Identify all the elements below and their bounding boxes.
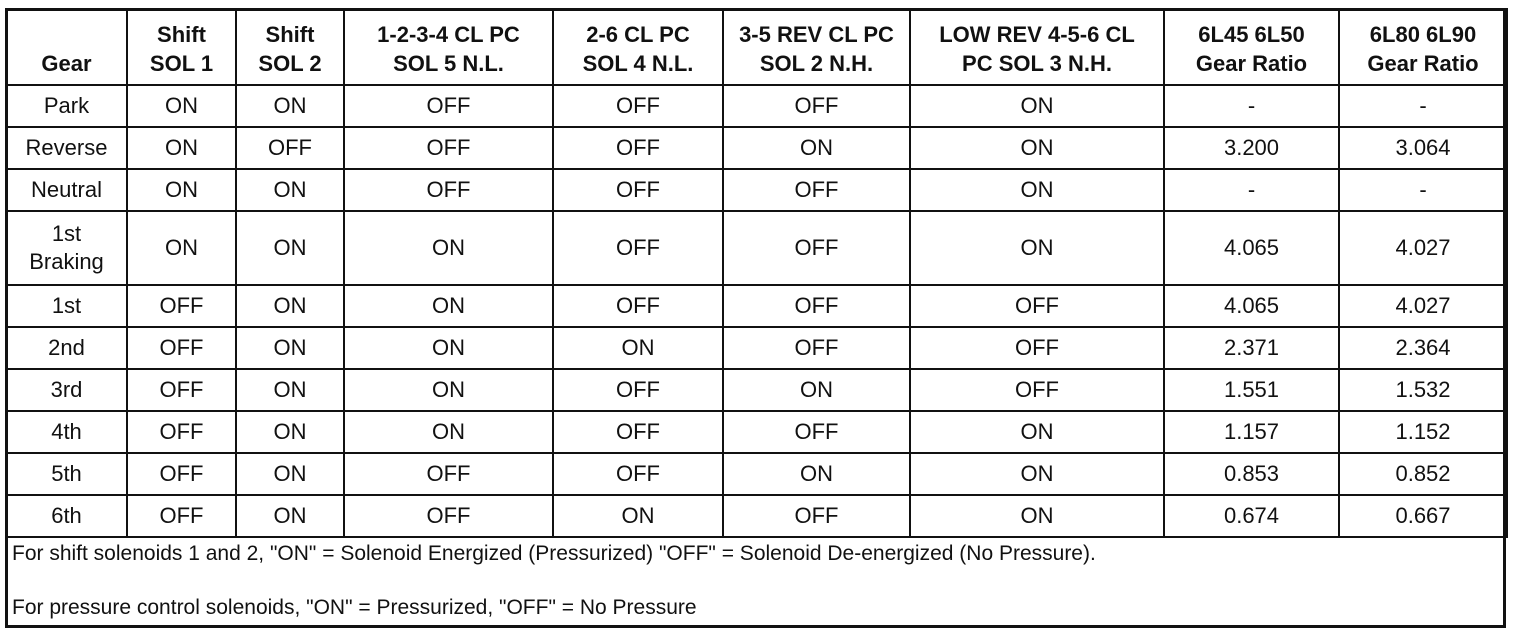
shift-sol-1-cell: OFF [127,411,236,453]
pc-sol-5-cell: OFF [344,85,553,127]
pc-sol-4-cell: ON [553,327,723,369]
pc-sol-2-cell: OFF [723,285,910,327]
ratio-6l80-6l90-cell: - [1339,85,1507,127]
shift-sol-1-cell: OFF [127,285,236,327]
header-line: SOL 4 N.L. [582,51,694,76]
pc-sol-3-cell: ON [910,85,1164,127]
ratio-6l45-6l50-cell: 1.551 [1164,369,1339,411]
pc-sol-4-cell: OFF [553,85,723,127]
shift-sol-2-cell: ON [236,285,344,327]
shift-sol-1-cell: OFF [127,369,236,411]
ratio-6l80-6l90-cell: 4.027 [1339,285,1507,327]
ratio-6l80-6l90-cell: 2.364 [1339,327,1507,369]
pc-sol-5-cell: ON [344,369,553,411]
pc-sol-5-cell: OFF [344,169,553,211]
pc-sol-3-cell: ON [910,495,1164,537]
shift-sol-2-cell: ON [236,85,344,127]
header-line: 6L45 6L50 [1198,22,1305,47]
shift-sol-1-cell: ON [127,211,236,285]
pc-sol-2-cell: ON [723,453,910,495]
ratio-6l80-6l90-cell: 3.064 [1339,127,1507,169]
header-line: 2-6 CL PC [586,22,690,47]
pc-sol-2-cell: OFF [723,211,910,285]
ratio-6l45-6l50-cell: 0.674 [1164,495,1339,537]
pc-sol-4-cell: ON [553,495,723,537]
pc-sol-5-cell: OFF [344,127,553,169]
notes-area [8,532,1503,625]
ratio-6l45-6l50-cell: 4.065 [1164,211,1339,285]
ratio-6l80-6l90-cell: 0.852 [1339,453,1507,495]
header-line: 1-2-3-4 CL PC [377,22,520,47]
pc-sol-4-cell: OFF [553,369,723,411]
ratio-6l45-6l50-cell: 4.065 [1164,285,1339,327]
shift-sol-1-cell: ON [127,127,236,169]
header-line: LOW REV 4-5-6 CL [939,22,1135,47]
pc-sol-3-cell: OFF [910,285,1164,327]
gear-cell: Reverse [6,127,127,169]
shift-sol-2-cell: ON [236,211,344,285]
ratio-6l80-6l90-cell: 1.152 [1339,411,1507,453]
ratio-6l80-6l90-cell: 0.667 [1339,495,1507,537]
shift-sol-2-cell: ON [236,169,344,211]
gear-cell: 4th [6,411,127,453]
pc-sol-2-cell: OFF [723,327,910,369]
header-line: 6L80 6L90 [1369,22,1477,47]
gear-cell: 5th [6,453,127,495]
header-line: Shift [265,22,315,47]
pc-sol-4-cell: OFF [553,169,723,211]
pc-sol-4-cell: OFF [553,411,723,453]
pc-sol-5-cell: ON [344,211,553,285]
shift-sol-1-cell: OFF [127,453,236,495]
ratio-6l45-6l50-cell: - [1164,169,1339,211]
shift-sol-1-cell: OFF [127,327,236,369]
gear-cell: 3rd [6,369,127,411]
header-line: SOL 2 [258,51,322,76]
shift-solenoid-note: For shift solenoids 1 and 2, "ON" = Solenoid Energized (Pressurized) "OFF" = Solenoid De-energized (No Pressure). [12,542,1096,565]
header-line: SOL 1 [149,51,214,76]
ratio-6l45-6l50-cell: 1.157 [1164,411,1339,453]
header-line: 3-5 REV CL PC [739,22,894,47]
header-line: SOL 5 N.L. [393,51,504,76]
pc-sol-2-cell: ON [723,127,910,169]
header-line: PC SOL 3 N.H. [962,51,1112,76]
header-line: Gear Ratio [1367,51,1479,76]
ratio-6l80-6l90-cell: - [1339,169,1507,211]
pc-sol-5-cell: OFF [344,495,553,537]
shift-sol-2-cell: ON [236,453,344,495]
gear-label-line: 1st [51,221,82,246]
gear-cell: Park [6,85,127,127]
pc-sol-3-cell: ON [910,411,1164,453]
header-line: Shift [157,22,206,47]
ratio-6l45-6l50-cell: 0.853 [1164,453,1339,495]
pc-sol-2-cell: ON [723,369,910,411]
ratio-6l45-6l50-cell: 3.200 [1164,127,1339,169]
shift-sol-1-cell: ON [127,169,236,211]
pc-sol-4-cell: OFF [553,127,723,169]
pc-sol-2-cell: OFF [723,85,910,127]
shift-sol-2-cell: OFF [236,127,344,169]
pc-sol-5-cell: OFF [344,453,553,495]
shift-sol-2-cell: ON [236,411,344,453]
pc-sol-3-cell: OFF [910,369,1164,411]
ratio-6l80-6l90-cell: 4.027 [1339,211,1507,285]
shift-sol-1-cell: ON [127,85,236,127]
pc-sol-5-cell: ON [344,411,553,453]
pc-sol-3-cell: ON [910,169,1164,211]
pc-sol-3-cell: ON [910,127,1164,169]
pressure-solenoid-note: For pressure control solenoids, "ON" = Pressurized, "OFF" = No Pressure [12,596,697,619]
gear-label-line: Braking [29,249,104,274]
gear-cell: 6th [6,495,127,537]
pc-sol-4-cell: OFF [553,211,723,285]
shift-sol-1-cell: OFF [127,495,236,537]
pc-sol-5-cell: ON [344,285,553,327]
ratio-6l80-6l90-cell: 1.532 [1339,369,1507,411]
pc-sol-3-cell: ON [910,453,1164,495]
gear-cell: 1st [6,285,127,327]
gear-cell: Neutral [6,169,127,211]
gear-cell: 2nd [6,327,127,369]
shift-sol-2-cell: ON [236,327,344,369]
header-line: Gear Ratio [1195,51,1308,76]
header-line: SOL 2 N.H. [759,51,874,76]
pc-sol-4-cell: OFF [553,453,723,495]
pc-sol-3-cell: OFF [910,327,1164,369]
pc-sol-5-cell: ON [344,327,553,369]
shift-sol-2-cell: ON [236,369,344,411]
ratio-6l45-6l50-cell: - [1164,85,1339,127]
pc-sol-2-cell: OFF [723,495,910,537]
ratio-6l45-6l50-cell: 2.371 [1164,327,1339,369]
pc-sol-3-cell: ON [910,211,1164,285]
header-line: Gear [41,51,92,76]
pc-sol-2-cell: OFF [723,169,910,211]
pc-sol-4-cell: OFF [553,285,723,327]
pc-sol-2-cell: OFF [723,411,910,453]
shift-sol-2-cell: ON [236,495,344,537]
